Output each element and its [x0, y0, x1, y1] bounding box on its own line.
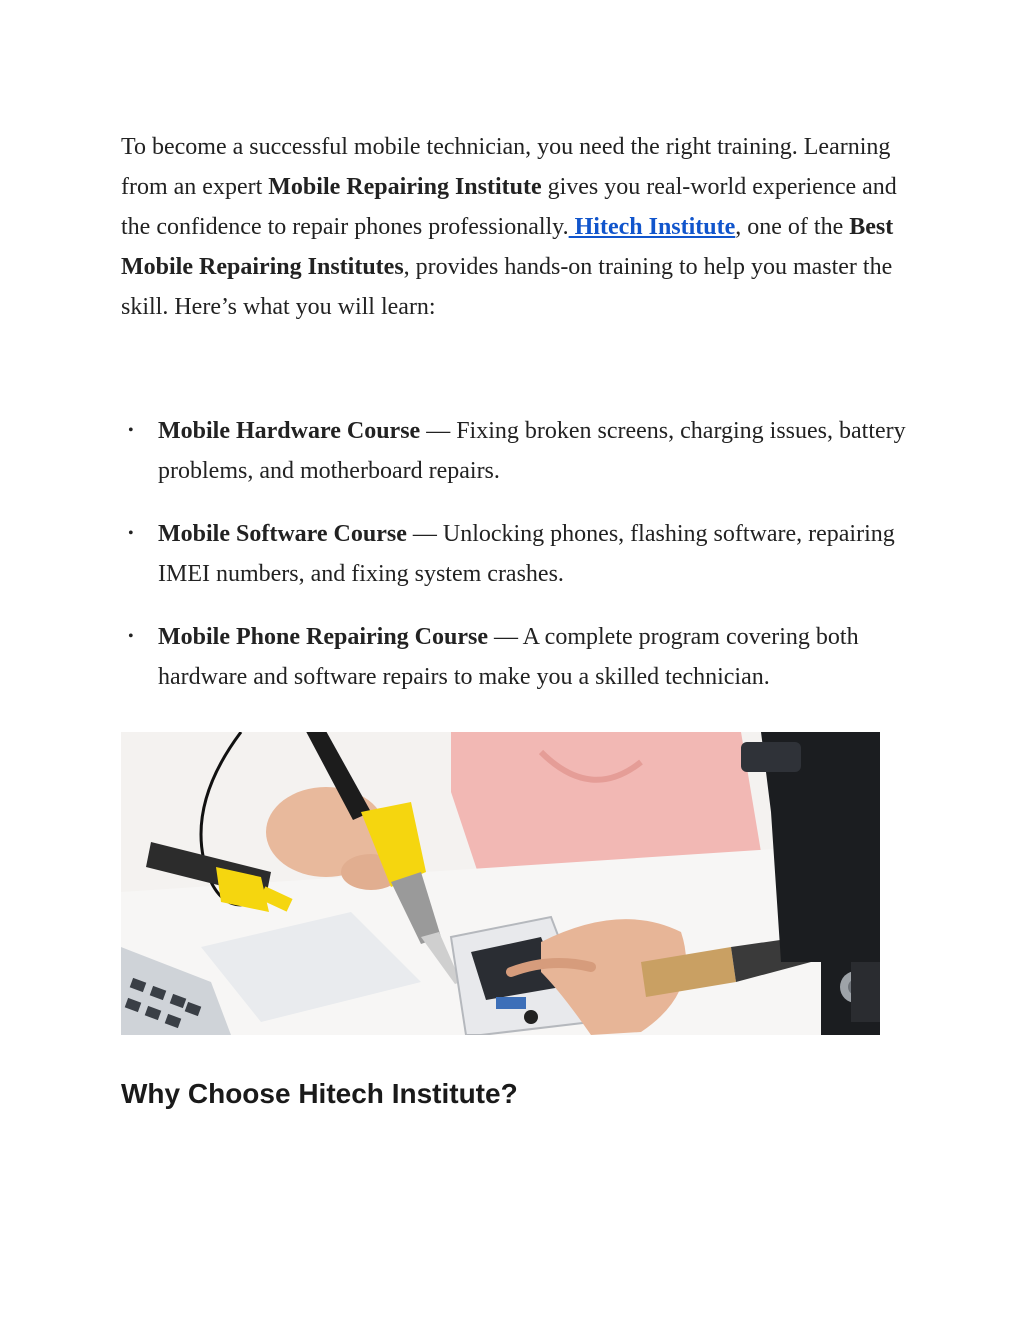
photo-illustration	[121, 732, 880, 1035]
course-title: Mobile Phone Repairing Course	[158, 624, 488, 650]
course-desc: — Unlocking phones, flashing software, repairing IMEI numbers, and fixing system crashes.	[158, 521, 895, 587]
list-item-software	[121, 514, 911, 594]
intro-paragraph	[121, 127, 911, 327]
intro-text-2: gives you real-world experience and the confidence to repair phones professionally.	[121, 174, 897, 240]
list-item-hardware	[121, 411, 911, 491]
course-desc: — Fixing broken screens, charging issues, battery problems, and motherboard repairs.	[158, 418, 906, 484]
course-title: Mobile Software Course	[158, 521, 407, 547]
course-list	[121, 411, 911, 720]
intro-text-1: To become a successful mobile technician, you need the right training. Learning from an expert	[121, 134, 891, 200]
bullet-icon: •	[128, 525, 134, 542]
intro-text-3: , one of the	[735, 214, 850, 240]
bullet-icon: •	[128, 628, 134, 645]
course-title: Mobile Hardware Course	[158, 418, 421, 444]
intro-bold-institute: Mobile Repairing Institute	[268, 174, 542, 200]
intro-text-4: , provides hands-on training to help you master the skill. Here’s what you will learn:	[121, 254, 893, 320]
soldering-phone-repair-photo	[121, 732, 880, 1035]
intro-bold-best: Best Mobile Repairing Institutes	[121, 214, 894, 280]
bullet-icon: •	[128, 422, 134, 439]
section-heading: Why Choose Hitech Institute?	[121, 1078, 518, 1109]
course-desc: — A complete program covering both hardware and software repairs to make you a skilled technician.	[158, 624, 859, 690]
list-item-phone-repairing	[121, 617, 911, 697]
hitech-institute-link[interactable]: Hitech Institute	[568, 214, 736, 240]
